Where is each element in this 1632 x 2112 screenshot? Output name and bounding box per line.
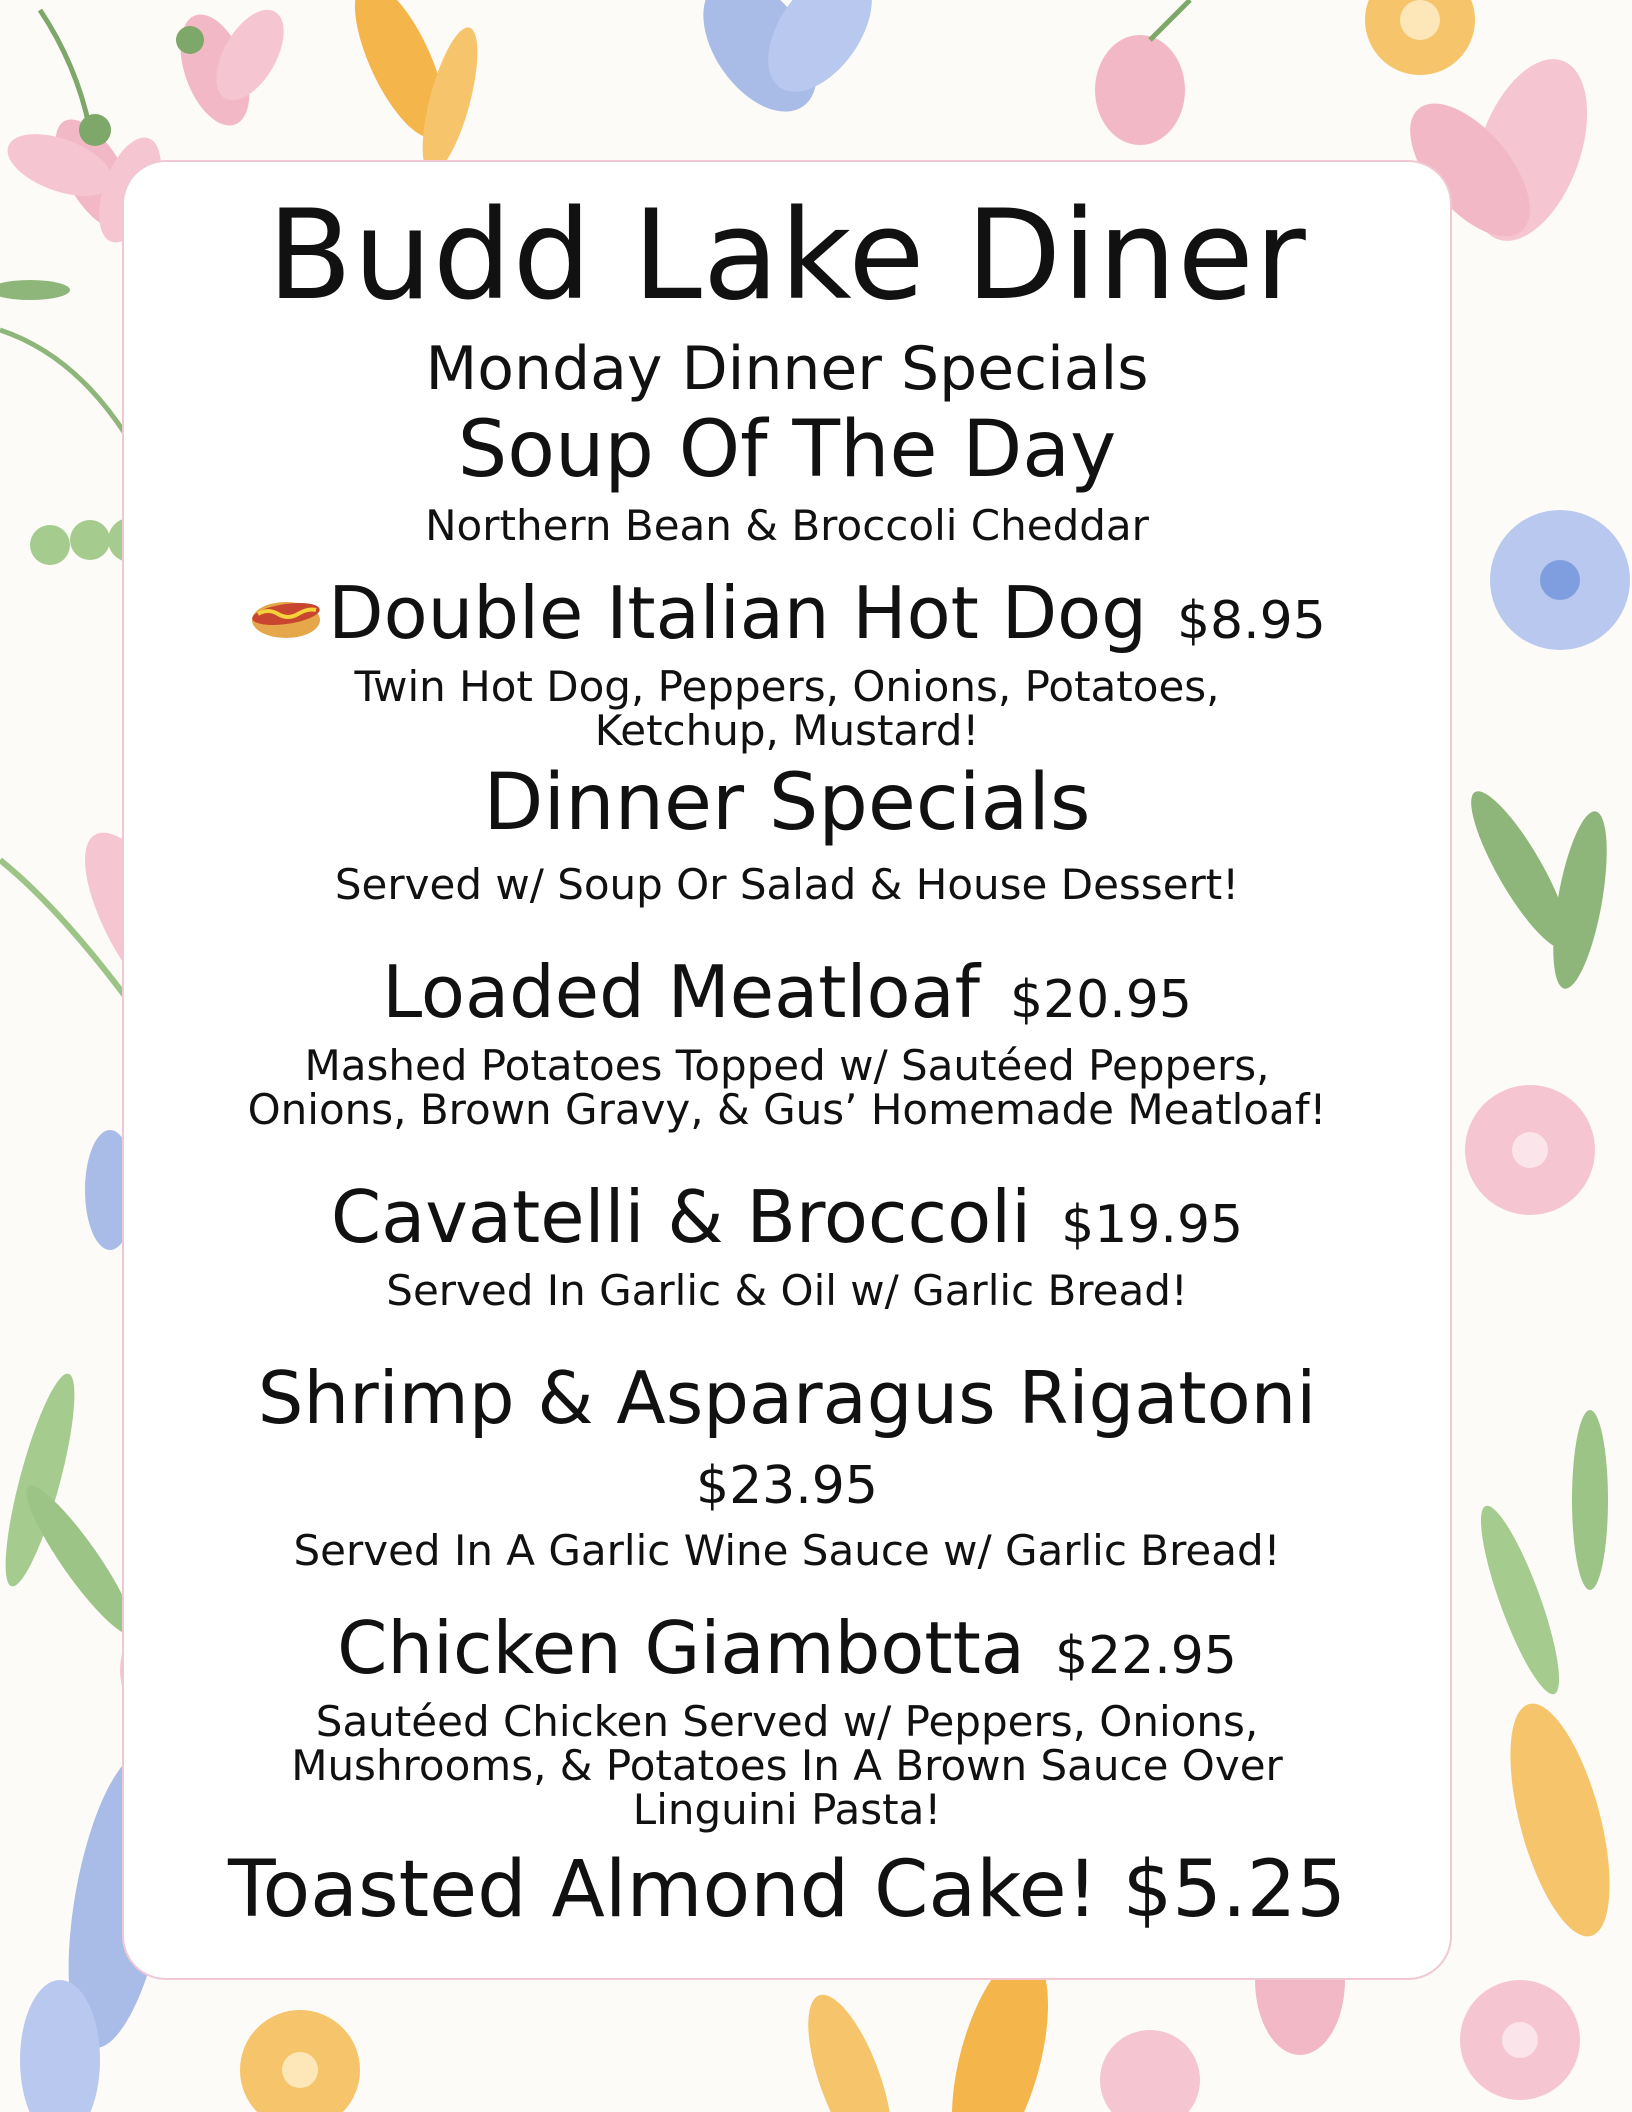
hot-dog-icon [248,584,324,644]
menu-item [122,1605,1452,1835]
menu-content [122,160,1452,1934]
item-name: Cavatelli & Broccoli [330,1175,1032,1260]
menu-item [122,1356,1452,1575]
hotdog-description-line: Ketchup, Mustard! [594,706,980,756]
hotdog-name: Double Italian Hot Dog [328,570,1147,655]
item-description-line: Onions, Brown Gravy, & Gus’ Homemade Meatloaf! [247,1085,1327,1135]
dessert-special: Toasted Almond Cake! $5.25 [228,1845,1346,1936]
orange-flower-icon [240,2010,360,2112]
item-description-line: Mushrooms, & Potatoes In A Brown Sauce Over [291,1741,1283,1791]
item-price: $19.95 [1061,1195,1244,1256]
item-description-line: Mashed Potatoes Topped w/ Sautéed Peppers, [304,1041,1270,1091]
menu-item [122,949,1452,1135]
item-name: Shrimp & Asparagus Rigatoni [257,1356,1317,1441]
item-description-line: Served In A Garlic Wine Sauce w/ Garlic Bread! [293,1525,1281,1575]
hotdog-description-line: Twin Hot Dog, Peppers, Onions, Potatoes, [354,662,1220,712]
item-price: $22.95 [1054,1625,1237,1686]
item-price: $23.95 [696,1455,878,1516]
item-name: Loaded Meatloaf [382,949,980,1034]
dinner-specials-note: Served w/ Soup Or Salad & House Dessert! [334,859,1240,909]
item-price: $20.95 [1009,969,1192,1030]
pink-flower-icon [167,0,298,135]
item-description-line: Sautéed Chicken Served w/ Peppers, Onions, [315,1697,1259,1747]
hotdog-special [122,570,1452,756]
blue-flower-icon [680,0,893,132]
soup-section [122,405,1452,550]
orange-flower-icon [1365,0,1475,75]
blue-flower-icon [1490,510,1630,650]
green-leaf-icon [1456,781,1617,1701]
soup-heading: Soup Of The Day [457,405,1117,495]
hotdog-price: $8.95 [1176,590,1326,651]
orange-petal-icon [1490,1694,1629,1947]
dinner-specials-heading: Dinner Specials [483,758,1091,849]
page-title: Budd Lake Diner [267,184,1307,328]
menu-item [122,1175,1452,1316]
item-name: Chicken Giambotta [337,1605,1025,1690]
item-description-line: Linguini Pasta! [632,1785,942,1835]
dinner-specials-header [122,758,1452,909]
soup-description: Northern Bean & Broccoli Cheddar [425,500,1149,550]
pink-flower-icon [1465,1085,1595,1215]
pink-tulip-icon [1095,0,1190,145]
menu-subtitle: Monday Dinner Specials [425,334,1149,404]
orange-petal-icon [337,0,489,178]
item-description-line: Served In Garlic & Oil w/ Garlic Bread! [386,1266,1188,1316]
